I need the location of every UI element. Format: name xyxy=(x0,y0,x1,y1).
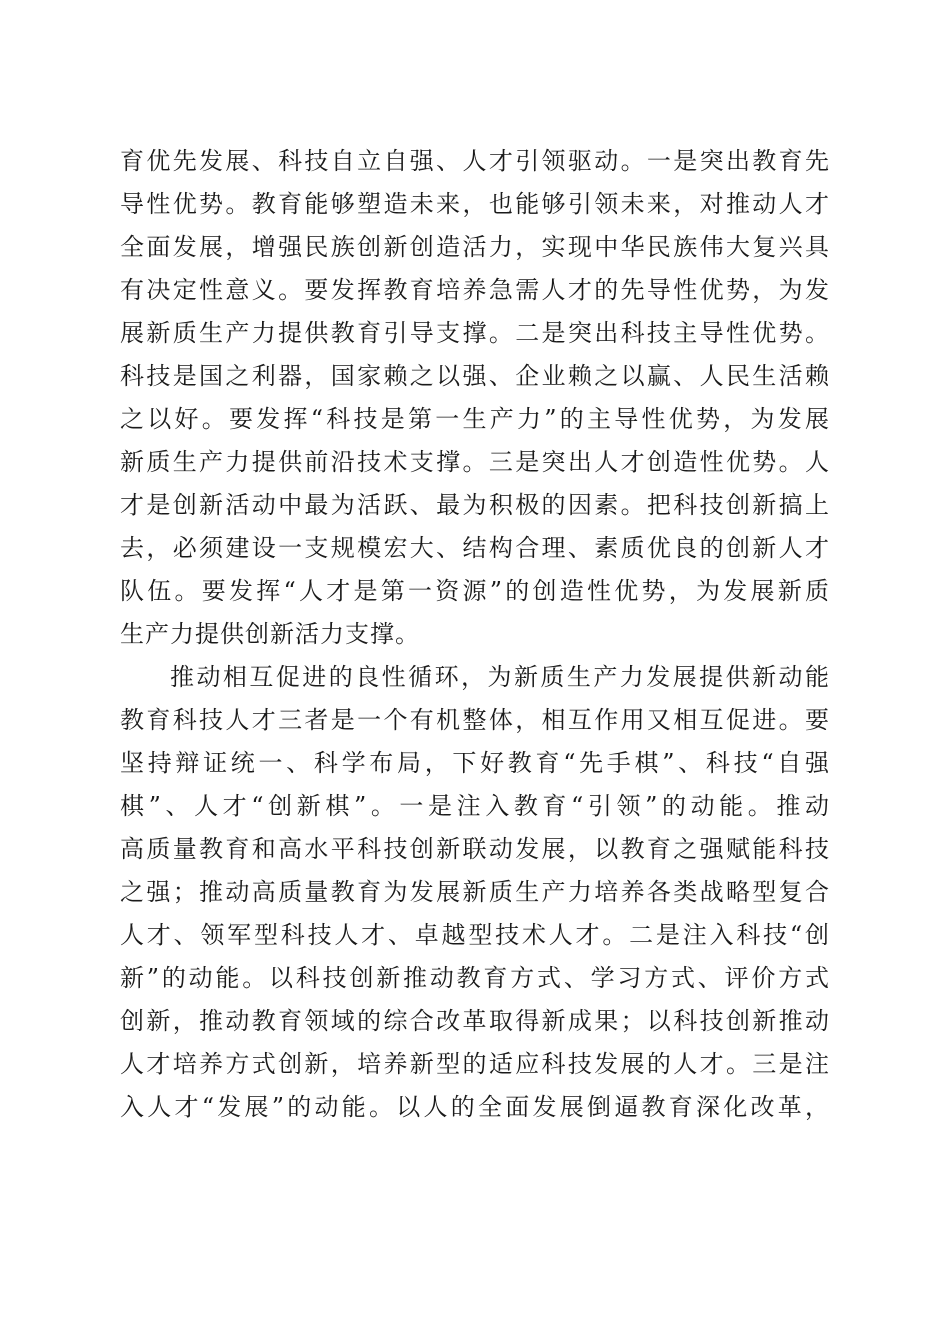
text-line: 新质生产力提供前沿技术支撑。三是突出人才创造性优势。人 xyxy=(120,448,830,476)
text-line: 才是创新活动中最为活跃、最为积极的因素。把科技创新搞上 xyxy=(120,491,830,519)
text-line: 之强；推动高质量教育为发展新质生产力培养各类战略型复合 xyxy=(120,878,830,906)
text-line: 展新质生产力提供教育引导支撑。二是突出科技主导性优势。 xyxy=(120,319,830,347)
text-line: 科技是国之利器，国家赖之以强、企业赖之以赢、人民生活赖 xyxy=(120,362,830,390)
text-line: 全面发展，增强民族创新创造活力，实现中华民族伟大复兴具 xyxy=(120,233,830,261)
paragraph-2 xyxy=(120,656,830,1129)
text-line: 新”的动能。以科技创新推动教育方式、学习方式、评价方式 xyxy=(120,964,830,992)
paragraph-1 xyxy=(120,140,830,656)
text-line: 坚持辩证统一、科学布局，下好教育“先手棋”、科技“自强 xyxy=(120,749,830,777)
section-heading-line: 推动相互促进的良性循环，为新质生产力发展提供新动能 xyxy=(170,663,830,691)
text-line: 导性优势。教育能够塑造未来，也能够引领未来，对推动人才 xyxy=(120,190,830,218)
text-line: 高质量教育和高水平科技创新联动发展，以教育之强赋能科技 xyxy=(120,835,830,863)
text-line: 育优先发展、科技自立自强、人才引领驱动。一是突出教育先 xyxy=(120,147,830,175)
text-line: 有决定性意义。要发挥教育培养急需人才的先导性优势，为发 xyxy=(120,276,830,304)
document-body xyxy=(120,140,830,1129)
text-line: 队伍。要发挥“人才是第一资源”的创造性优势，为发展新质 xyxy=(120,577,830,605)
text-line: 人才培养方式创新，培养新型的适应科技发展的人才。三是注 xyxy=(120,1050,830,1078)
text-line: 教育科技人才三者是一个有机整体，相互作用又相互促进。要 xyxy=(120,706,830,734)
text-line: 去，必须建设一支规模宏大、结构合理、素质优良的创新人才 xyxy=(120,534,830,562)
text-line: 人才、领军型科技人才、卓越型技术人才。二是注入科技“创 xyxy=(120,921,830,949)
text-line: 棋”、人才“创新棋”。一是注入教育“引领”的动能。推动 xyxy=(120,792,830,820)
text-line: 入人才“发展”的动能。以人的全面发展倒逼教育深化改革， xyxy=(120,1093,830,1121)
text-line: 生产力提供创新活力支撑。 xyxy=(120,620,420,648)
text-line: 创新，推动教育领域的综合改革取得新成果；以科技创新推动 xyxy=(120,1007,830,1035)
text-line: 之以好。要发挥“科技是第一生产力”的主导性优势，为发展 xyxy=(120,405,830,433)
